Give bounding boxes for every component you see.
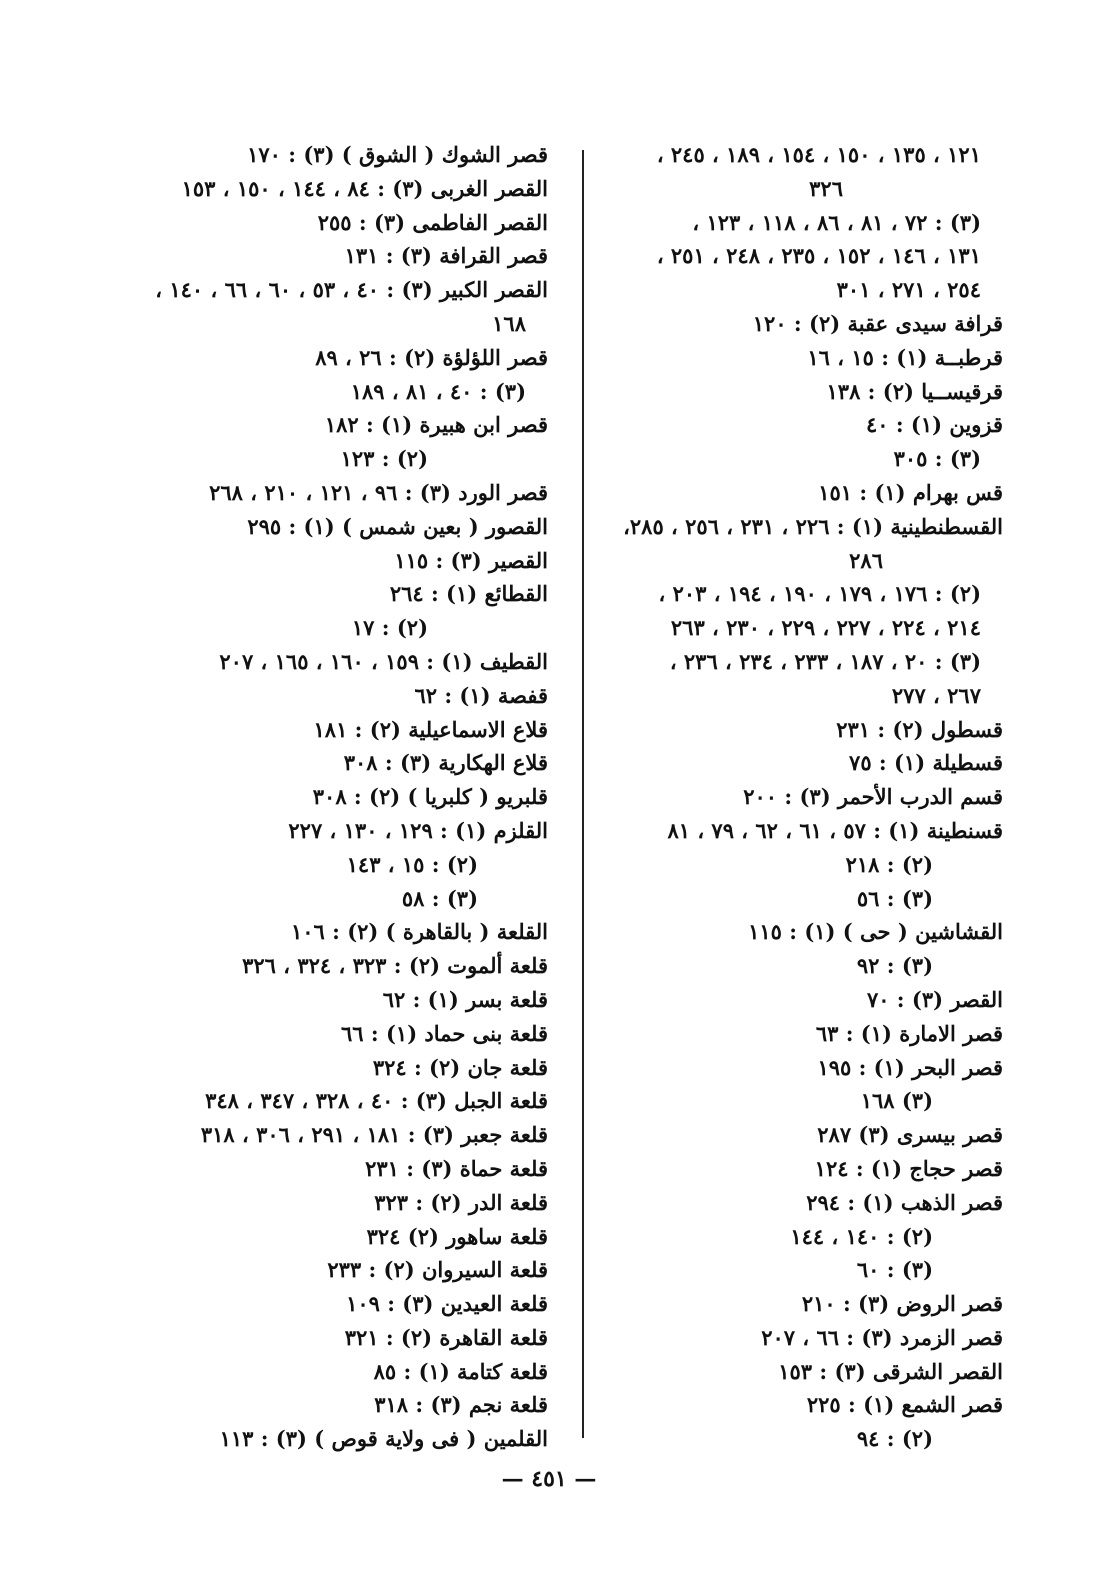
index-entry: القطائع (١) : ٢٦٤ [389,581,548,607]
index-entry: قسطول (٢) : ٢٣١ [836,716,1003,742]
index-entry: قصر الزمرد (٣) : ٦٦ ، ٢٠٧ [761,1324,1003,1350]
index-entry: القشاشين ( حى ) (١) : ١١٥ [748,919,1003,945]
index-entry: ٣٢٦ [809,175,843,201]
index-entry: (٣) : ٢٠ ، ١٨٧ ، ٢٣٣ ، ٢٣٤ ، ٢٣٦ ، [669,648,981,674]
index-entry: قصر الورد (٣) : ٩٦ ، ١٢١ ، ٢١٠ ، ٢٦٨ [209,479,548,505]
index-entry: قلعة نجم (٣) : ٣١٨ [374,1392,548,1418]
index-entry: ١٦٨ [492,310,526,336]
index-entry: قصر الروض (٣) : ٢١٠ [801,1291,1003,1317]
index-entry: قس بهرام (١) : ١٥١ [818,479,1003,505]
index-entry: (٢) : ١٢٣ [340,446,428,472]
index-entry: قرطبــة (١) : ١٥ ، ١٦ [807,344,1003,370]
index-entry: القطيف (١) : ١٥٩ ، ١٦٠ ، ١٦٥ ، ٢٠٧ [219,648,548,674]
index-entry: القصور ( بعين شمس ) (١) : ٢٩٥ [247,513,548,539]
index-entry: ١٣١ ، ١٤٦ ، ١٥٢ ، ٢٣٥ ، ٢٤٨ ، ٢٥١ ، [656,243,981,269]
index-entry: ٢٥٤ ، ٢٧١ ، ٣٠١ [836,277,981,303]
index-entry: قلعة بسر (١) : ٦٢ [382,986,548,1012]
index-entry: قلعة حماة (٣) : ٢٣١ [365,1155,548,1181]
index-entry: (٢) : ١٧٦ ، ١٧٩ ، ١٩٠ ، ١٩٤ ، ٢٠٣ ، [658,581,981,607]
index-entry: قصر الشمع (١) : ٢٢٥ [806,1392,1003,1418]
index-entry: ٢١٤ ، ٢٢٤ ، ٢٢٧ ، ٢٢٩ ، ٢٣٠ ، ٢٦٣ [670,615,981,641]
index-entry: قزوين (١) : ٤٠ [865,412,1003,438]
index-entry: قصر الامارة (١) : ٦٣ [815,1020,1003,1046]
index-entry: قلبريو ( كلبريا ) (٢) : ٣٠٨ [312,784,548,810]
index-entry: القصر الشرقى (٣) : ١٥٣ [778,1358,1003,1384]
index-entry: (٣) : ٣٠٥ [893,446,981,472]
index-entry: القصر الفاطمى (٣) : ٢٥٥ [317,209,548,235]
index-entry: (٢) : ١٤٠ ، ١٤٤ [790,1223,933,1249]
index-entry: قلعة ساهور (٢) ٣٢٤ [366,1223,548,1249]
index-entry: (٣) ١٦٨ [860,1088,933,1114]
index-entry: القصر الغربى (٣) : ٨٤ ، ١٤٤ ، ١٥٠ ، ١٥٣ [181,175,548,201]
index-entry: (٣) : ٩٢ [856,953,933,979]
index-entry: قلعة الجبل (٣) : ٤٠ ، ٣٢٨ ، ٣٤٧ ، ٣٤٨ [205,1088,548,1114]
index-entry: قصر الذهب (١) : ٢٩٤ [806,1189,1003,1215]
index-entry: (٢) : ١٥ ، ١٤٣ [346,851,478,877]
index-entry: ١٢١ ، ١٣٥ ، ١٥٠ ، ١٥٤ ، ١٨٩ ، ٢٤٥ ، [656,142,981,167]
index-entry: قصر اللؤلؤة (٢) : ٢٦ ، ٨٩ [315,344,548,370]
index-entry: القلزم (١) : ١٢٩ ، ١٣٠ ، ٢٢٧ [288,817,548,843]
index-entry: قسطيلة (١) : ٧٥ [849,750,1003,776]
index-entry: قصر حجاج (١) : ١٢٤ [814,1155,1003,1181]
index-entry: قلعة كتامة (١) : ٨٥ [373,1358,548,1384]
index-entry: قلعة العيدين (٣) : ١٠٩ [346,1291,548,1317]
index-entry: القلعة ( بالقاهرة ) (٢) : ١٠٦ [290,919,548,945]
index-entry: قلعة جعبر (٣) : ١٨١ ، ٢٩١ ، ٣٠٦ ، ٣١٨ [200,1122,548,1148]
index-entry: قصر الشوك ( الشوق ) (٣) : ١٧٠ [247,142,548,167]
page-number: — ٤٥١ — [501,1466,597,1492]
index-entry: القصر (٣) : ٧٠ [866,986,1003,1012]
index-entry: (٣) : ٥٦ [856,885,933,911]
index-entry: قلعة الدر (٢) : ٣٢٣ [374,1189,548,1215]
index-entry: قلاع الاسماعيلية (٢) : ١٨١ [313,716,548,742]
index-entry: ٢٨٦ [849,547,883,573]
index-column-left [118,138,548,1456]
index-entry: قرقيســيا (٢) : ١٣٨ [826,378,1003,404]
index-entry: القسطنطينية (١) : ٢٢٦ ، ٢٣١ ، ٢٥٦ ، ٢٨٥، [623,513,1003,539]
index-entry: قلعة جان (٢) : ٣٢٤ [372,1054,548,1080]
index-entry: القصر الكبير (٣) : ٤٠ ، ٥٣ ، ٦٠ ، ٦٦ ، ١٤٠ ، [155,277,548,303]
index-entry: قلعة بنى حماد (١) : ٦٦ [341,1020,548,1046]
index-entry: (٢) : ٩٤ [856,1426,933,1452]
index-entry: (٣) : ٤٠ ، ٨١ ، ١٨٩ [350,378,526,404]
index-entry: ٢٦٧ ، ٢٧٧ [891,682,981,708]
index-entry: (٢) : ٢١٨ [845,851,933,877]
index-entry: قصر القرافة (٣) : ١٣١ [344,243,548,269]
index-entry: قصر ابن هبيرة (١) : ١٨٢ [324,412,548,438]
index-entry: (٣) : ٥٨ [401,885,478,911]
index-entry: قلاع الهكارية (٣) : ٣٠٨ [343,750,548,776]
index-entry: قسم الدرب الأحمر (٣) : ٢٠٠ [743,784,1003,810]
index-entry: (٢) : ١٧ [351,615,428,641]
index-entry: (٣) : ٧٢ ، ٨١ ، ٨٦ ، ١١٨ ، ١٢٣ ، [692,209,981,235]
column-divider [582,150,584,1438]
index-entry: قرافة سيدى عقبة (٢) : ١٢٠ [752,310,1003,336]
index-entry: قصر البحر (١) : ١٩٥ [817,1054,1003,1080]
index-entry: قلعة السيروان (٢) : ٢٣٣ [327,1257,548,1283]
index-entry: قلعة ألموت (٢) : ٣٢٣ ، ٣٢٤ ، ٣٢٦ [242,953,548,979]
index-entry: القصير (٣) : ١١٥ [394,547,548,573]
index-entry: القلمين ( فى ولاية قوص ) (٣) : ١١٣ [219,1426,548,1452]
index-column-right [598,138,1003,1456]
index-entry: (٣) : ٦٠ [856,1257,933,1283]
index-entry: قفصة (١) : ٦٢ [414,682,548,708]
index-entry: قصر بيسرى (٣) ٢٨٧ [817,1122,1003,1148]
index-entry: قسنطينة (١) : ٥٧ ، ٦١ ، ٦٢ ، ٧٩ ، ٨١ [667,817,1003,843]
index-entry: قلعة القاهرة (٢) : ٣٢١ [344,1324,548,1350]
